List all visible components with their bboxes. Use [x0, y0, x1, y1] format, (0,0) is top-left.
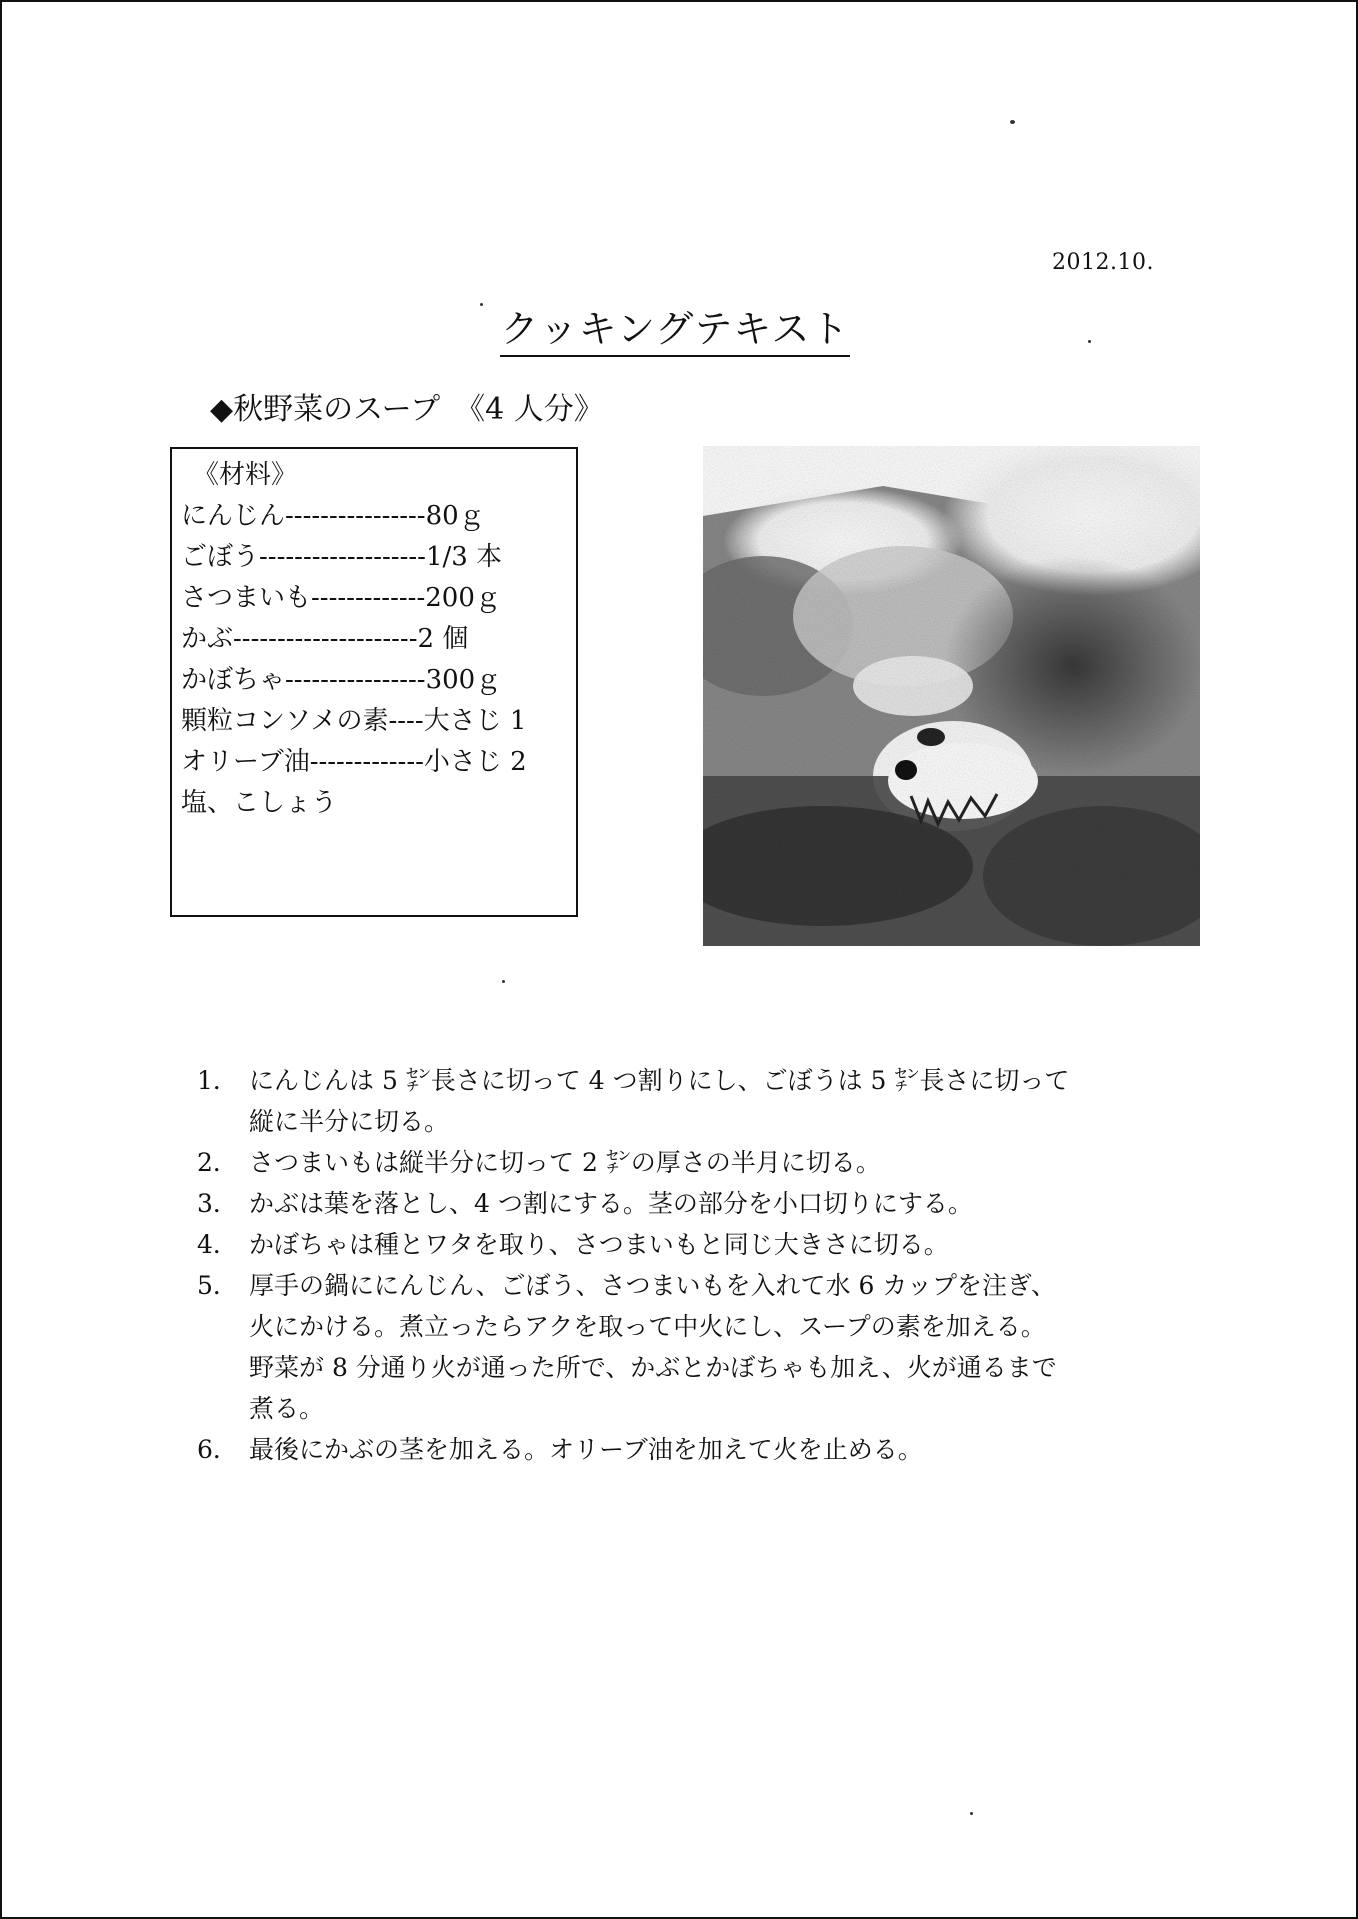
vegetable-soup-photo: [703, 446, 1200, 946]
ingredients-label: 《材料》: [193, 460, 298, 490]
step-number: 4．: [197, 1230, 238, 1259]
ingredient-row: [181, 783, 576, 824]
ingredient-name: オリーブ油: [181, 747, 310, 777]
scan-speck: [1088, 340, 1091, 343]
ingredient-name: かぼちゃ: [181, 665, 286, 695]
document-date: 2012.10.: [1052, 250, 1154, 275]
step-number: 3．: [197, 1189, 238, 1218]
ingredient-name: さつまいも: [181, 583, 312, 613]
ingredients-box: [170, 447, 578, 917]
step-item: [197, 1429, 1197, 1470]
page-title: [0, 298, 1350, 353]
step-item: [197, 1060, 1197, 1142]
ingredient-amount: 1/3 本: [425, 542, 503, 572]
ingredient-name: にんじん: [181, 501, 286, 531]
ingredient-list: [181, 496, 576, 824]
ingredient-row: [181, 537, 576, 578]
ingredient-name: 顆粒コンソメの素: [181, 706, 389, 736]
step-item: [197, 1224, 1197, 1265]
scan-speck: [970, 1812, 973, 1815]
ingredient-leader: ----------------: [285, 665, 426, 695]
scan-speck: [1010, 120, 1015, 124]
ingredient-name: 塩、こしょう: [181, 788, 338, 818]
ingredient-leader: ----: [388, 706, 424, 736]
ingredient-amount: 2 個: [417, 624, 469, 654]
scan-speck: [502, 980, 505, 983]
step-item: [197, 1142, 1197, 1183]
ingredient-amount: 80ｇ: [425, 501, 485, 531]
page-title-text: クッキングテキスト: [500, 307, 849, 357]
step-item: [197, 1183, 1197, 1224]
step-number: 6．: [197, 1435, 238, 1464]
ingredient-row: [181, 701, 576, 742]
step-text: さつまいもは縦半分に切って 2 ㌢の厚さの半月に切る。: [249, 1148, 881, 1177]
ingredient-leader: -------------------: [259, 542, 426, 572]
step-number: 2．: [197, 1148, 238, 1177]
ingredient-leader: -------------: [309, 747, 424, 777]
recipe-heading: ◆秋野菜のスープ 《4 人分》: [210, 392, 604, 427]
step-number: 1．: [197, 1066, 238, 1095]
step-text: にんじんは 5 ㌢長さに切って 4 つ割りにし、ごぼうは 5 ㌢長さに切って 縦に半分に切る。: [249, 1066, 1070, 1136]
scan-speck: [480, 303, 483, 306]
ingredient-row: [181, 578, 576, 619]
ingredient-name: かぶ: [181, 624, 234, 654]
step-text: かぶは葉を落とし、4 つ割にする。茎の部分を小口切りにする。: [249, 1189, 973, 1218]
ingredient-row: [181, 496, 576, 537]
ingredient-leader: -------------: [311, 583, 426, 613]
step-number: 5．: [197, 1271, 238, 1300]
ingredient-amount: 大さじ 1: [423, 706, 527, 736]
ingredient-amount: 200ｇ: [425, 583, 501, 613]
instruction-steps: [197, 1060, 1197, 1470]
ingredient-leader: ---------------------: [233, 624, 418, 654]
ingredient-leader: ----------------: [285, 501, 426, 531]
step-text: 最後にかぶの茎を加える。オリーブ油を加えて火を止める。: [249, 1435, 923, 1464]
ingredient-amount: 小さじ 2: [423, 747, 527, 777]
step-text: 厚手の鍋ににんじん、ごぼう、さつまいもを入れて水 6 カップを注ぎ、 火にかける。煮立ったらアクを取って中火にし、スープの素を加える。 野菜が 8 分通り火が通った所で、かぶとかぼちゃも加え、火が通るまで 煮る。: [249, 1271, 1057, 1423]
step-text: かぼちゃは種とワタを取り、さつまいもと同じ大きさに切る。: [249, 1230, 949, 1259]
step-item: [197, 1265, 1197, 1429]
ingredient-amount: 300ｇ: [425, 665, 502, 695]
ingredient-row: [181, 742, 576, 783]
ingredient-row: [181, 660, 576, 701]
ingredient-row: [181, 619, 576, 660]
ingredient-name: ごぼう: [181, 542, 260, 572]
